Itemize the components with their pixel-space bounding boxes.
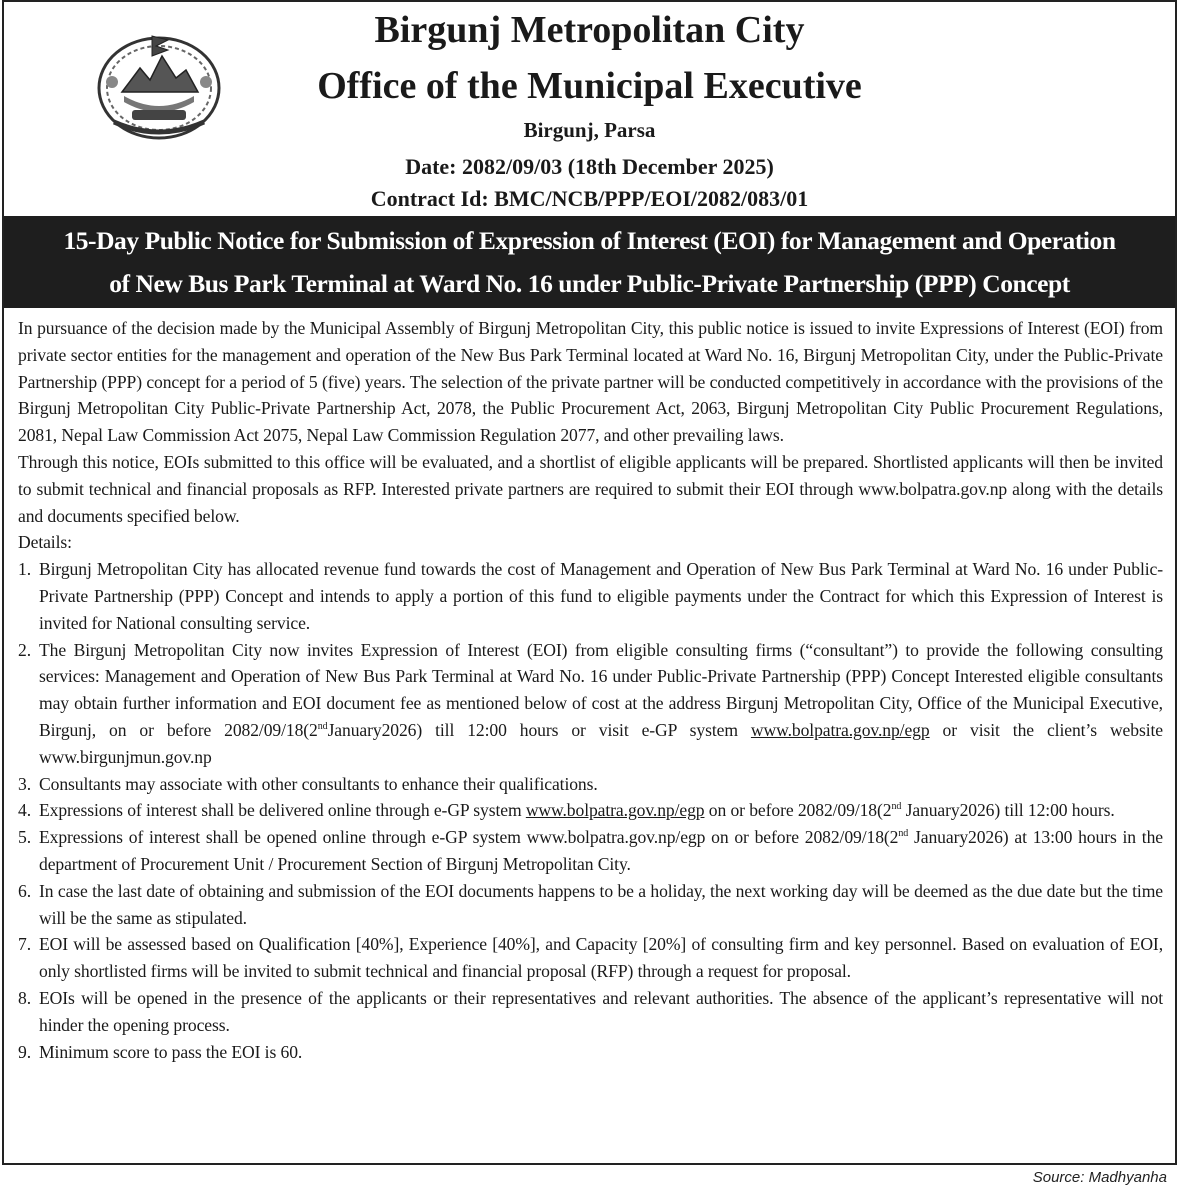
item-number: 8. <box>18 987 31 1008</box>
contract-id: Contract Id: BMC/NCB/PPP/EOI/2082/083/01 <box>370 186 809 211</box>
notice-date: Date: 2082/09/03 (18th December 2025) <box>405 154 774 179</box>
office-name: Office of the Municipal Executive <box>317 65 862 107</box>
intro-paragraph-1: In pursuance of the decision made by the Municipal Assembly of Birgunj Metropolitan City, this public notice is issued to invite Expressions of Interest (EOI) from private sector entities for the management and operation of the New Bus Park Terminal located at Ward No. 16, Birgunj Metropolitan City, under the Public-Private Partnership (PPP) concept for a period of 5 (five) years. The selection of the private partner will be conducted competitively in accordance with the provisions of the Birgunj Metropolitan City Public-Private Partnership Act, 2078, the Public Procurement Act, 2063, Birgunj Metropolitan City Public Procurement Regulations, 2081, Nepal Law Commission Act 2075, Nepal Law Commission Regulation 2077, and other prevailing laws. <box>18 318 1163 446</box>
ordinal-suffix: nd <box>891 801 902 813</box>
item-text: January2026) at 13:00 hours in the department of Procurement Unit / Procurement Section of Birgunj Metropolitan City. <box>39 827 1163 874</box>
item-text: January2026) till 12:00 hours or visit e-GP system <box>327 719 751 740</box>
details-label: Details: <box>18 532 72 553</box>
item-text: EOIs will be opened in the presence of the applicants or their representatives and relevant authorities. The absence of the applicant’s representative will not hinder the opening process. <box>39 987 1163 1035</box>
item-text: Birgunj Metropolitan City has allocated revenue fund towards the cost of Management and Operation of New Bus Park Terminal at Ward No. 16 under Public-Private Partnership (PPP) Concept and intends to apply a portion of this fund to eligible payments under the Contract for which this Expression of Interest is invited for National consulting service. <box>39 559 1163 633</box>
list-item <box>18 931 1163 985</box>
item-number: 4. <box>18 800 31 821</box>
notice-body <box>4 308 1175 1065</box>
city-name: Birgunj Metropolitan City <box>374 9 805 51</box>
banner-line-1: 15-Day Public Notice for Submission of Expression of Interest (EOI) for Management and Operation <box>63 226 1116 255</box>
item-text: Consultants may associate with other consultants to enhance their qualifications. <box>39 773 598 794</box>
list-item <box>18 985 1163 1039</box>
item-number: 3. <box>18 773 31 794</box>
item-number: 6. <box>18 880 31 901</box>
item-number: 1. <box>18 559 31 580</box>
office-location: Birgunj, Parsa <box>523 118 656 142</box>
item-text: on or before 2082/09/18(2 <box>704 800 892 821</box>
banner-line-2: of New Bus Park Terminal at Ward No. 16 under Public-Private Partnership (PPP) Concept <box>109 269 1070 298</box>
list-item <box>18 824 1163 878</box>
list-item <box>18 1039 1163 1066</box>
list-item <box>18 878 1163 932</box>
intro-paragraph-2: Through this notice, EOIs submitted to this office will be evaluated, and a shortlist of eligible applicants will be prepared. Shortlisted applicants will then be invited to submit technical and financial proposals as RFP. Interested private partners are required to submit their EOI through www.bolpatra.gov.np along with the details and documents specified below. <box>18 451 1163 526</box>
list-item <box>18 637 1163 771</box>
item-text: January2026) till 12:00 hours. <box>901 800 1115 821</box>
list-item <box>18 771 1163 798</box>
notice-header <box>4 2 1175 216</box>
item-number: 9. <box>18 1041 31 1062</box>
item-text: Minimum score to pass the EOI is 60. <box>39 1041 303 1062</box>
ordinal-suffix: nd <box>898 828 909 840</box>
list-item <box>18 797 1163 824</box>
egp-link[interactable]: www.bolpatra.gov.np/egp <box>525 800 705 821</box>
details-list <box>18 556 1163 1065</box>
item-text: or visit the client’s website www.birgunjmun.gov.np <box>39 719 1163 767</box>
item-number: 7. <box>18 934 31 955</box>
item-text: Expressions of interest shall be delivered online through e-GP system <box>39 800 526 821</box>
ordinal-suffix: nd <box>317 721 328 733</box>
list-item <box>18 556 1163 636</box>
egp-link[interactable]: www.bolpatra.gov.np/egp <box>750 719 930 740</box>
item-number: 5. <box>18 827 31 848</box>
item-number: 2. <box>18 639 31 660</box>
public-notice <box>2 0 1177 1165</box>
item-text: The Birgunj Metropolitan City now invites Expression of Interest (EOI) from eligible consulting firms (“consultant”) to provide the following consulting services: Management and Operation of New Bus Park Terminal at Ward No. 16 under Public-Private Partnership (PPP) Concept Interested eligible consultants may obtain further information and EOI document fee as mentioned below of cost at the address Birgunj Metropolitan City, Office of the Municipal Executive, Birgunj, on or before 2082/09/18(2 <box>39 639 1163 740</box>
source-credit: Source: Madhyanha <box>1032 1169 1167 1186</box>
item-text: Expressions of interest shall be opened online through e-GP system www.bolpatra.gov.np/egp on or before 2082/09/18(2 <box>39 827 899 848</box>
item-text: EOI will be assessed based on Qualification [40%], Experience [40%], and Capacity [20%] of consulting firm and key personnel. Based on evaluation of EOI, only shortlisted firms will be invited to submit technical and financial proposal (RFP) through a request for proposal. <box>39 934 1163 982</box>
item-text: In case the last date of obtaining and submission of the EOI documents happens to be a holiday, the next working day will be deemed as the due date but the time will be the same as stipulated. <box>39 880 1163 928</box>
notice-title-banner <box>4 216 1175 308</box>
